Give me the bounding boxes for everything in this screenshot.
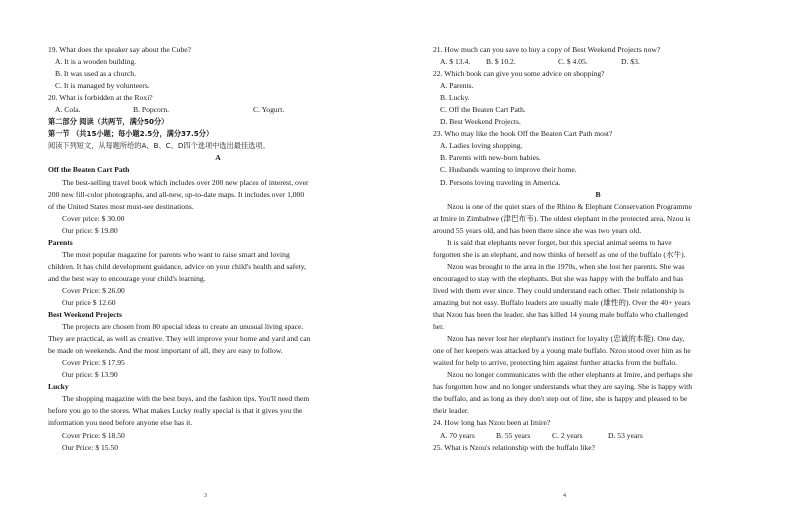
- q22-option-b: B. Lucky.: [440, 93, 470, 103]
- book-desc-line: The projects are chosen from 80 special ideas to create an unusual living space.: [62, 322, 304, 332]
- book-title: Lucky: [48, 382, 69, 392]
- book-desc-line: 200 new fill-color photographs, and all-new, up-to-date maps. It includes over 1,000: [48, 189, 305, 199]
- book-desc-line: The best-selling travel book which includes over 200 new places of interest, over: [62, 177, 309, 187]
- q21-options: [433, 56, 763, 68]
- q24-option-d: D. 53 years: [608, 430, 643, 440]
- q20-option-c: C. Yogurt.: [253, 105, 285, 115]
- q20-options: [48, 104, 388, 116]
- q22-stem: 22. Which book can give you some advice on shopping?: [433, 69, 605, 79]
- passage-line: Nzou was brought to the area in the 1970s, when she lost her parents. She was: [447, 261, 685, 271]
- reading-instruction: 阅读下列短文，从每题所给的A、B、C、D四个选项中选出最佳选项。: [48, 141, 270, 151]
- book-title: Off the Beaten Cart Path: [48, 165, 130, 175]
- book-desc-line: before you go to the stores. What makes Lucky really special is that it gives you the: [48, 406, 303, 416]
- q19-stem: 19. What does the speaker say about the Cube?: [48, 45, 192, 54]
- q24-options: [433, 430, 763, 442]
- passage-line: lived with them ever since. They could understand each other. Their relationship is: [433, 285, 685, 295]
- passage-line: It is said that elephants never forget, but this special animal seems to have: [447, 237, 672, 247]
- passage-line: one of her keepers was attacked by a young male buffalo. Nzou stood over him as he: [433, 346, 691, 356]
- q23-option-c: C. Husbands wanting to improve their home.: [440, 165, 577, 175]
- book-desc-line: children. It has child development guidance, advice on your child's health and safety,: [48, 261, 306, 271]
- q20-option-a: A. Cola.: [55, 105, 81, 115]
- passage-line: her.: [433, 322, 445, 332]
- book-desc-line: The most popular magazine for parents who want to raise smart and loving: [62, 249, 290, 259]
- book-desc-line: They are practical, as well as creative. They will improve your home and yard and can: [48, 334, 311, 344]
- passage-a-letter: A: [215, 153, 221, 163]
- q19-option-a: A. It is a wooden building.: [55, 57, 137, 67]
- our-price: Our price: $ 13.90: [62, 370, 118, 380]
- book-desc-line: The shopping magazine with the best buys, and the fashion tips. You'll need them: [62, 394, 310, 404]
- passage-b-letter: B: [595, 189, 601, 199]
- passage-line: Nzou has never lost her elephant's instinct for loyalty (忠诚的本能). One day,: [447, 334, 685, 344]
- part1-title: 第一节 （共15小题；每小题2.5分，满分37.5分）: [48, 129, 214, 139]
- q24-option-b: B. 55 years: [496, 430, 531, 440]
- passage-line: forgotten she is an elephant, and now thinks of herself as one of the buffalo (水牛).: [433, 249, 686, 259]
- page-number-left: 3: [204, 493, 207, 499]
- book-desc-line: be made on weekends. And the most important of all, they are easy to follow.: [48, 346, 283, 356]
- q23-stem: 23. Who may like the book Off the Beaten Cart Path most?: [433, 129, 613, 139]
- q21-option-b: B. $ 10.2.: [486, 57, 516, 67]
- book-title: Parents: [48, 237, 73, 247]
- q23-option-d: D. Persons loving traveling in America.: [440, 177, 561, 187]
- q23-option-a: A. Ladies loving shopping.: [440, 141, 523, 151]
- q24-stem: 24. How long has Nzou been at Imire?: [433, 418, 551, 428]
- q22-option-c: C. Off the Beaten Cart Path.: [440, 105, 526, 115]
- q19-option-c: C. It is managed by volunteers.: [55, 81, 150, 91]
- passage-line: Nzou is one of the quiet stars of the Rhino & Elephant Conservation Programme: [447, 201, 692, 211]
- passage-line: encouraged to stay with the elephants. But she was happy with the buffalo and has: [433, 273, 684, 283]
- book-desc-line: information you need before anyone else has it.: [48, 418, 193, 428]
- cover-price: Cover Price: $ 26.00: [62, 285, 125, 295]
- q21-option-a: A. $ 13.4.: [440, 57, 471, 67]
- passage-line: Nzou no longer communicates with the other elephants at Imire, and perhaps she: [447, 370, 693, 380]
- passage-line: amazing but not easy. Buffalo leaders are usually male (雄性的). Over the 40+ years: [433, 297, 691, 307]
- q19-option-b: B. It was used as a church.: [55, 69, 136, 79]
- q21-stem: 21. How much can you save to buy a copy of Best Weekend Projects now?: [433, 45, 661, 54]
- right-page: [433, 44, 763, 454]
- q22-option-a: A. Parents.: [440, 81, 474, 91]
- q20-option-b: B. Popcorn.: [133, 105, 170, 115]
- our-price: Our price: $ 19.80: [62, 225, 118, 235]
- passage-line: the buffalo, and as long as they don't step out of line, she is happy and pleased to be: [433, 394, 688, 404]
- q21-option-d: D. $3.: [621, 57, 640, 67]
- our-price: Our price $ 12.60: [62, 297, 116, 307]
- q22-option-d: D. Best Weekend Projects.: [440, 117, 521, 127]
- our-price: Our Price: $ 15.50: [62, 442, 119, 452]
- page-number-right: 4: [563, 493, 566, 499]
- passage-line: around 55 years old, and has been there since she was two years old.: [433, 225, 642, 235]
- cover-price: Cover Price: $ 18.50: [62, 430, 125, 440]
- cover-price: Cover price: $ 30.00: [62, 213, 125, 223]
- q20-stem: 20. What is forbidden at the Roxi?: [48, 93, 153, 103]
- passage-line: waited for help to arrive, protecting him against further attacks from the buffalo.: [433, 358, 678, 368]
- passage-line: has forgotten how and no longer understands what they are saying. She is happy with: [433, 382, 693, 392]
- q25-stem: 25. What is Nzou's relationship with the buffalo like?: [433, 442, 596, 452]
- book-desc-line: of the United States most must-see destinations.: [48, 201, 194, 211]
- cover-price: Cover Price: $ 17.95: [62, 358, 125, 368]
- q24-option-c: C. 2 years: [552, 430, 583, 440]
- left-page: [48, 44, 388, 454]
- book-title: Best Weekend Projects: [48, 310, 122, 320]
- book-desc-line: and the best way to encourage your child's learning.: [48, 273, 206, 283]
- passage-line: at Imire in Zimbabwe (津巴布韦). The oldest elephant in the protected area, Nzou is: [433, 213, 691, 223]
- q23-option-b: B. Parents with new-born babies.: [440, 153, 541, 163]
- passage-line: that Nzou has been the leader, she has killed 14 young male buffalo who challenged: [433, 310, 688, 320]
- q24-option-a: A. 70 years: [440, 430, 475, 440]
- section-title: 第二部分 阅读（共两节，满分50分）: [48, 117, 169, 127]
- q21-option-c: C. $ 4.05.: [558, 57, 588, 67]
- passage-line: their leader.: [433, 406, 469, 416]
